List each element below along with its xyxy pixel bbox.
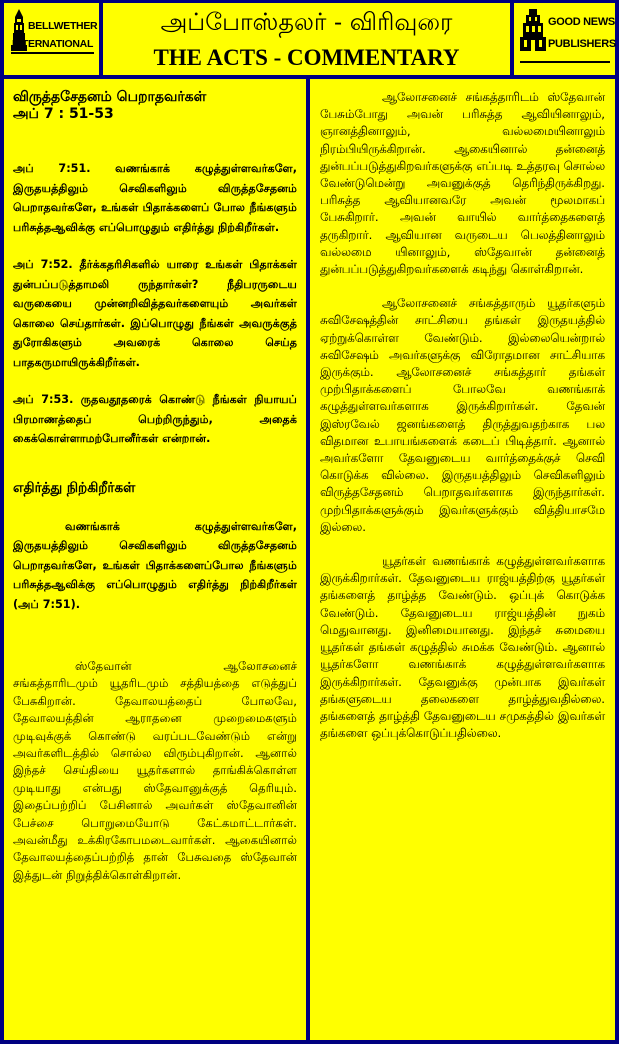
building-icon	[520, 9, 546, 59]
key-verse-quote: வணங்காக் கழுத்துள்ளவர்களே, இருதயத்திலும் செவிகளிலும் விருத்தசேதனம் பெறாதவர்களே, உங்கள் பிதாக்களைப்போல நீங்களும் பரிசுத்தஆவிக்கு எப்பொழுதும் எதிர்த்து நிற்கிறீர்கள் (அப் 7:51).	[13, 519, 297, 611]
section-heading: எதிர்த்து நிற்கிறீர்கள்	[13, 479, 136, 496]
good-news-logo-line2: PUBLISHERS	[548, 38, 616, 50]
title-block	[103, 3, 510, 75]
commentary-paragraph: ஆலோசனைச் சங்கத்தாரிடம் ஸ்தேவான் பேசும்போது அவன் பரிசுத்த ஆவியினாலும், ஞானத்தினாலும், வல்லமையினாலும் நிரம்பியிருக்கிறான். ஆகையினால் தன்னைத் துன்பப்படுத்துகிறவர்களுக்கு எப்படி உத்தரவு சொல்ல வேண்டுமென்று அவனுக்குத் தெரிந்திருக்கிறது. பரிசுத்த ஆவியானவரே அவன் மூலமாகப் பேசுகிறார். அவன் வாயில் வார்த்தைகளைத் தருகிறார். ஆவியான வருடைய பெலத்தினாலும் வல்லமை யினாலும், ஸ்தேவான் தன்னைத் துன்பப்படுத்துகிறவர்களைக் கடிந்து கொள்கிறான்.	[320, 90, 605, 277]
subject-reference: அப் 7 : 51-53	[13, 106, 114, 122]
verse-7-52: அப் 7:52. தீர்க்கதரிசிகளில் யாரை உங்கள் பிதாக்கள் துன்பப்படுத்தாமலி ருந்தார்கள்? நீதிபரருடைய வருகையை முன்னறிவித்தவர்களையும் அவர்கள் கொலை செய்தார்கள். இப்பொழுது நீங்கள் அவருக்குத் துரோகிகளும் அவரைக் கொலை செய்த பாதகருமாயிருக்கிறீர்கள்.	[13, 258, 297, 369]
good-news-logo	[514, 3, 615, 75]
bellwether-logo	[4, 3, 99, 75]
subject-title: விருத்தசேதனம் பெறாதவர்கள்	[13, 89, 207, 105]
title-tamil: அப்போஸ்தலர் - விரிவுரை	[160, 8, 453, 36]
left-column	[4, 79, 306, 1040]
verse-7-53: அப் 7:53. ருதவதூதரைக் கொண்டு நீங்கள் நியாயப் பிரமாணத்தைப் பெற்றிருந்தும், அதைக் கைக்கொள்ளாமற்போனீர்கள் என்றான்.	[13, 393, 297, 445]
good-news-logo-line1: GOOD NEWS	[548, 16, 615, 28]
logo-underline	[520, 61, 610, 63]
commentary-paragraph: ஸ்தேவான் ஆலோசனைச் சங்கத்தாரிடமும் யூதரிடமும் சத்தியத்தை எடுத்துப் பேசுகிறான். தேவாலயத்தைப் போலவே, தேவாலயத்தின் ஆராதனை முறைமைகளும் முடிவுக்குக் கொண்டு வரப்படவேண்டும் என்று அவர்களிடத்தில் சொல்ல விரும்புகிறான். ஆனால் இந்தச் செய்தியை யூதர்களால் தாங்கிக்கொள்ள முடியாது என்பது ஸ்தேவானுக்குத் தெரியும். இதைப்பற்றிப் பேசினால் அவர்கள் ஸ்தேவானின் பேச்சை பொறுமையோடு கேட்கமாட்டார்கள். அவன்மீது உக்கிரகோபமடைவார்கள். ஆகையினால் தேவாலயத்தைப்பற்றித் தான் பேசுவதை ஸ்தேவான் இத்துடன் நிறுத்திக்கொள்கிறான்.	[13, 659, 297, 882]
bellwether-logo-line2: INTERNATIONAL	[12, 38, 94, 50]
logo-underline	[11, 52, 94, 54]
commentary-paragraph: யூதர்கள் வணங்காக் கழுத்துள்ளவர்களாக இருக்கிறார்கள். தேவனுடைய ராஜ்யத்திற்கு யூதர்கள் தங்களைத் தாழ்த்த வேண்டும். ஒப்புக் கொடுக்க வேண்டும். தேவனுடைய ராஜ்யத்தின் நுகம் மெதுவானது. இனிமையானது. இந்தச் சுமையை யூதர்கள் தங்கள் கழுத்தில் சுமக்க வேண்டும். ஆனால் யூதர்களோ வணங்காக் கழுத்துள்ளவர்களாக இருக்கிறார்கள். தேவனுக்கு முன்பாக இவர்கள் தங்களுடைய தலைகளை தாழ்த்துவதில்லை. தங்களைத் தாழ்த்தி தேவனுடைய சமுகத்தில் இவர்கள் தங்களை ஒப்புக்கொடுப்பதில்லை.	[320, 554, 605, 741]
subject-heading	[13, 89, 297, 123]
commentary-paragraph: ஆலோசனைச் சங்கத்தாரும் யூதர்களும் சுவிசேஷத்தின் சாட்சியை தங்கள் இருதயத்தில் ஏற்றுக்கொள்ள வேண்டும். இல்லையென்றால் சுவிசேஷம் அவர்களுக்கு விரோதமான சாட்சியாக இருக்கும். ஆலோசனைச் சங்கத்தார் தங்கள் முற்பிதாக்களைப் போலவே வணங்காக் கழுத்துள்ளவர்களாக இருக்கிறார்கள். தேவன் இஸ்ரவேல் ஜனங்களைத் திருத்துவதற்காக பல விதமான உபாயங்களைக் கடைப் பிடித்தார். ஆனால் அவர்களோ தேவனுடைய வார்த்தைக்குச் செவி கொடுக்க வில்லை. இருதயத்திலும் செவிகளிலும் விருத்தசேதனம் பெறாதவர்களாக இருந்தார்கள். முற்பிதாக்களுக்கும் இவர்களுக்கும் வித்தியாசமே இல்லை.	[320, 296, 605, 534]
right-column	[310, 79, 615, 1040]
verse-7-51: அப் 7:51. வணங்காக் கழுத்துள்ளவர்களே, இருதயத்திலும் செவிகளிலும் விருத்தசேதனம் பெறாதவர்களே, உங்கள் பிதாக்களைப் போல நீங்களும் பரிசுத்தஆவிக்கு எப்பொழுதும் எதிர்த்து நிற்கிறீர்கள்.	[13, 162, 297, 234]
title-english: THE ACTS - COMMENTARY	[153, 45, 460, 70]
bellwether-logo-line1: BELLWETHER	[28, 20, 98, 32]
